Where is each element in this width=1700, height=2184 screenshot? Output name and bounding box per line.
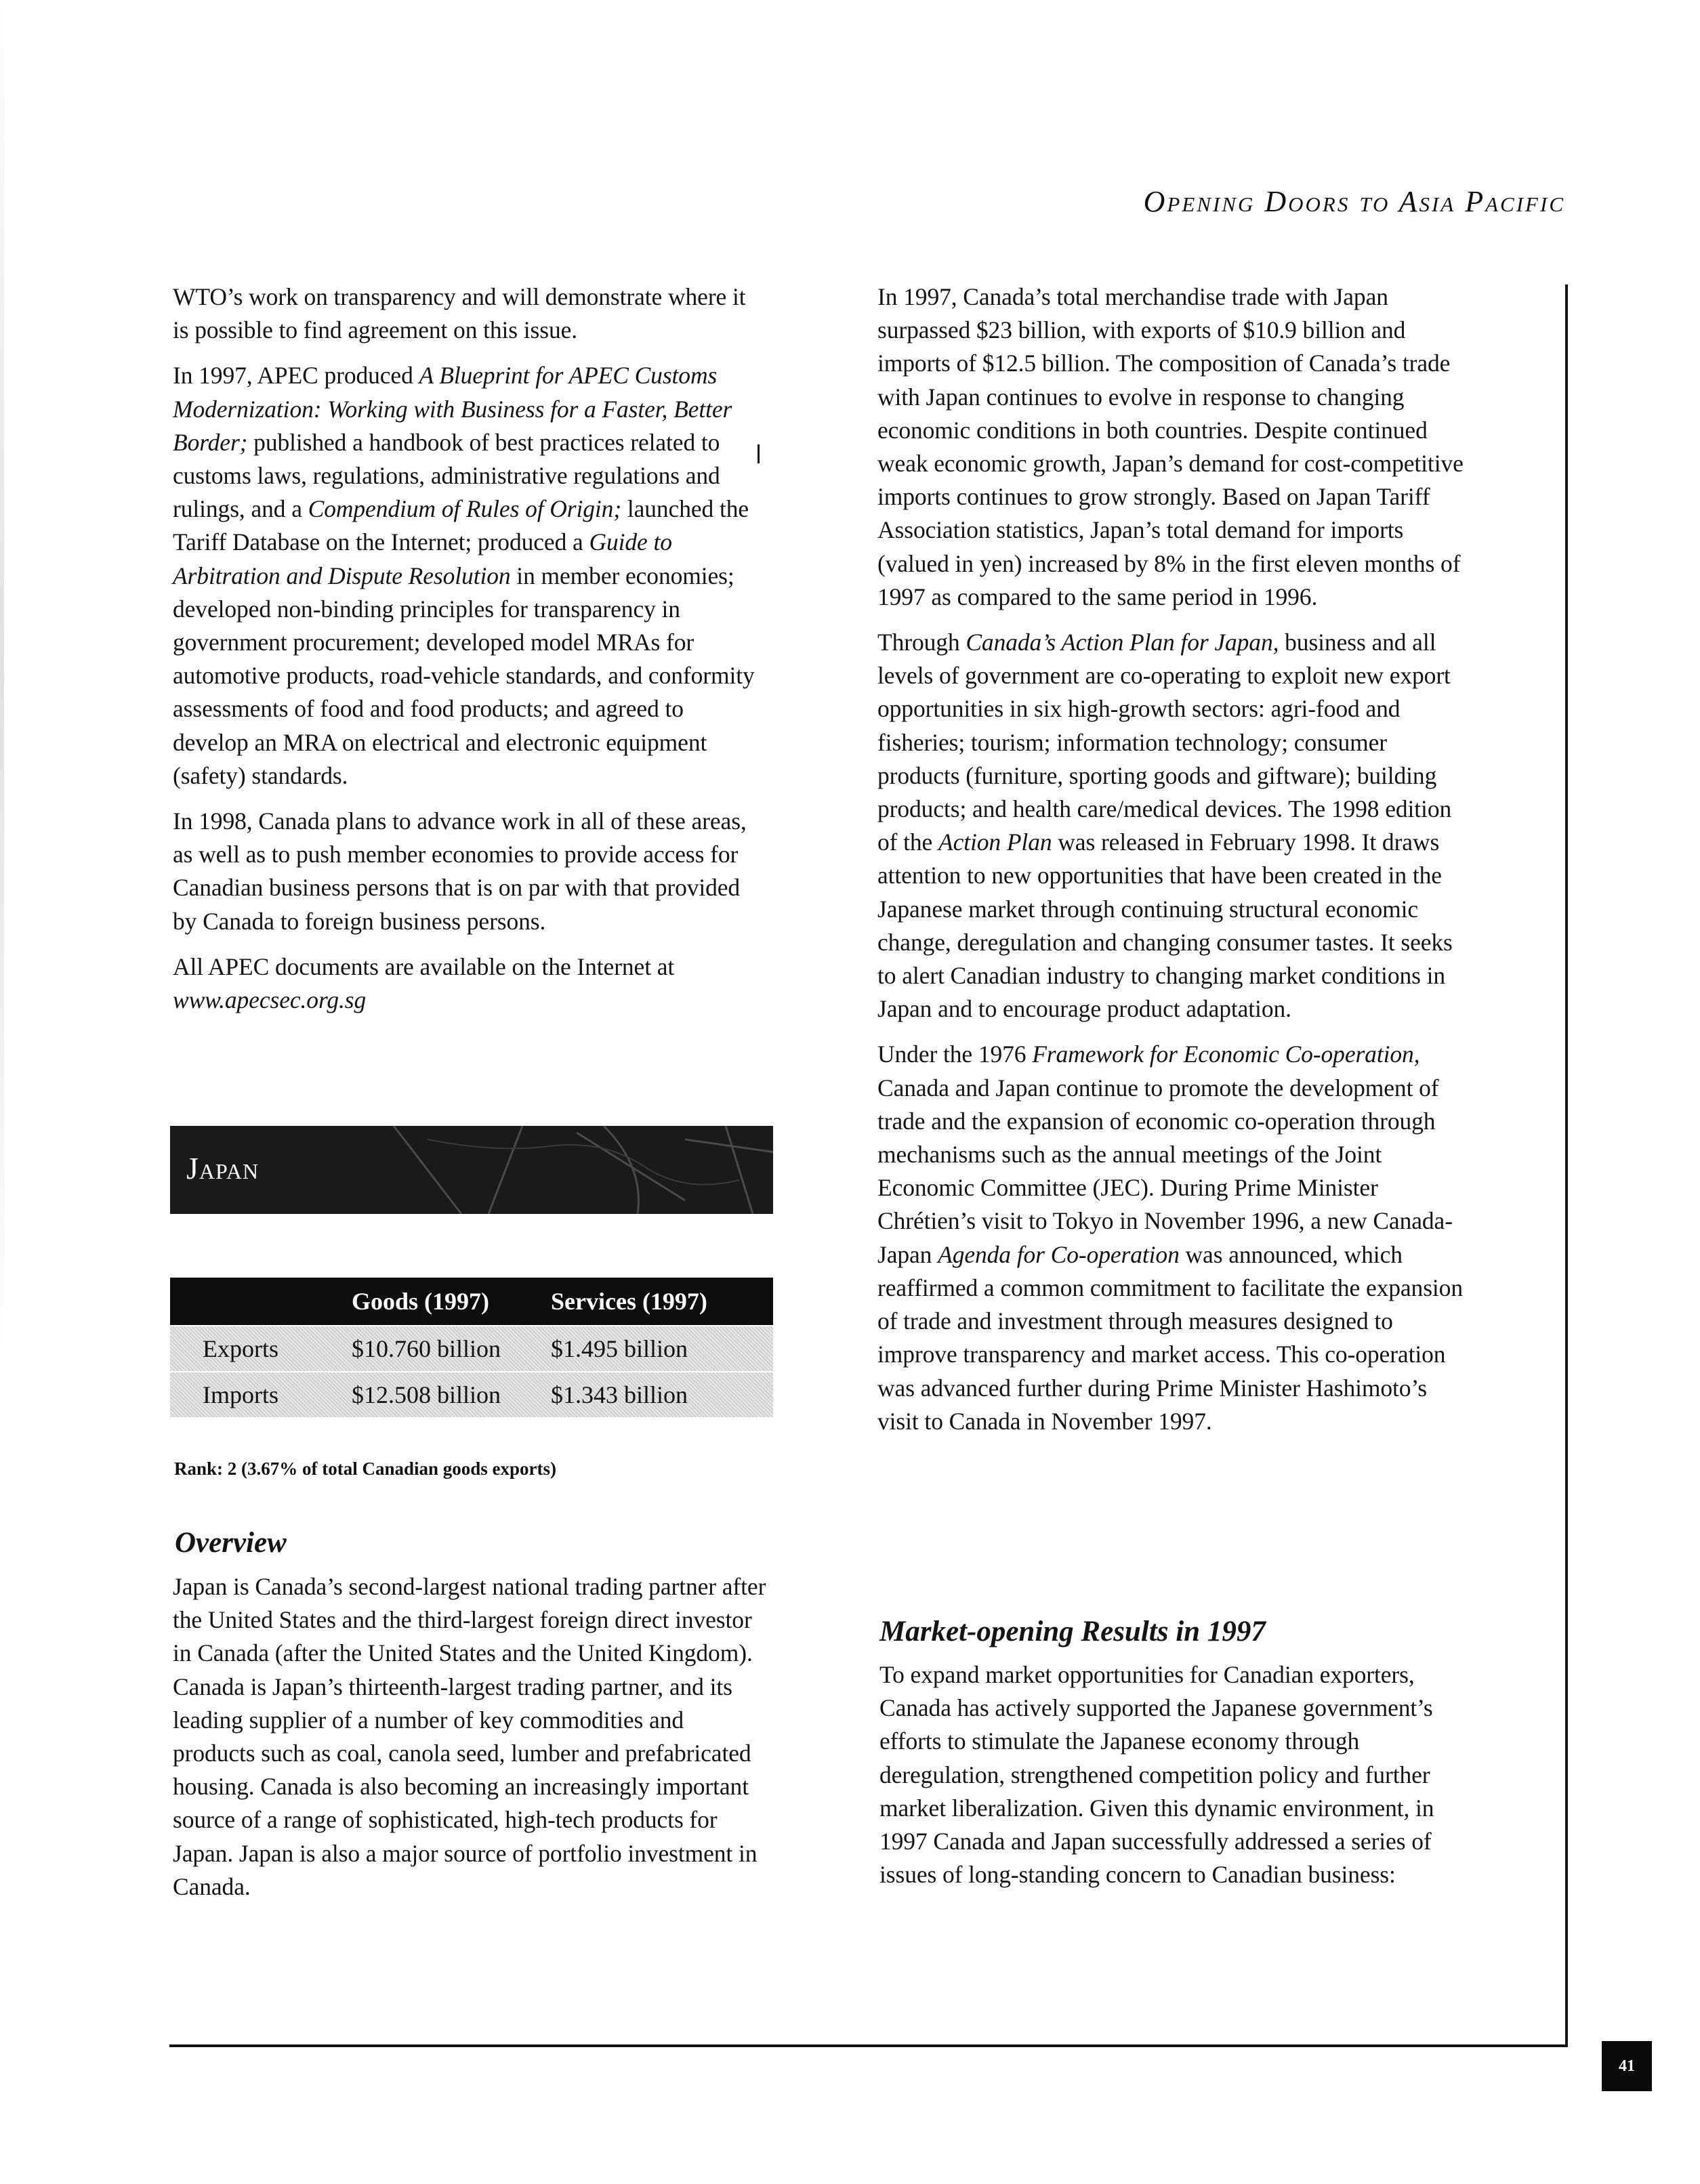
running-header: Opening Doors to Asia Pacific bbox=[1143, 185, 1565, 218]
cell-goods: $10.760 billion bbox=[352, 1335, 501, 1362]
column-header-goods: Goods (1997) bbox=[352, 1288, 490, 1315]
table-row bbox=[170, 1325, 773, 1371]
row-label: Imports bbox=[203, 1381, 278, 1408]
paragraph-framework: Under the 1976 Framework for Economic Co-operation, Canada and Japan continue to promote the development of trade and the expansion of economic co-operation through mechanisms such as the annual meetings of the Joint Economic Committee (JEC). During Prime Minister Chrétien’s visit to Tokyo in November 1996, a new Canada-Japan Agenda for Co-operation was announced, which reaffirmed a common commitment to facilitate the expansion of trade and investment through measures designed to improve transparency and market access. This co-operation was advanced further during Prime Minister Hashimoto’s visit to Canada in November 1997. bbox=[877, 1041, 1463, 1435]
overview-section bbox=[173, 1570, 769, 1904]
table-row bbox=[170, 1371, 773, 1417]
rank-note: Rank: 2 (3.67% of total Canadian goods exports) bbox=[174, 1458, 557, 1479]
left-column-top bbox=[173, 280, 762, 1029]
column-header-services: Services (1997) bbox=[551, 1288, 707, 1315]
apec-url-link[interactable]: www.apecsec.org.sg bbox=[173, 986, 367, 1014]
margin-mark bbox=[758, 444, 760, 463]
overview-paragraph: Japan is Canada’s second-largest national trading partner after the United States and the third-largest foreign direct investor in Canada (after the United States and the United Kingdom). Canada is Japan’s thirteenth-largest trading partner, and its leading supplier of a number of key commodities and products such as coal, canola seed, lumber and prefabricated housing. Canada is also becoming an increasingly important source of a range of sophisticated, high-tech products for Japan. Japan is also a major source of portfolio investment in Canada. bbox=[173, 1573, 766, 1900]
page-number: 41 bbox=[1602, 2041, 1652, 2091]
paragraph-apec-docs: All APEC documents are available on the Internet at www.apecsec.org.sg bbox=[173, 952, 675, 1014]
banner-title: Japan bbox=[186, 1151, 260, 1185]
cell-services: $1.495 billion bbox=[551, 1335, 688, 1362]
overview-heading: Overview bbox=[175, 1527, 287, 1559]
paragraph: In 1998, Canada plans to advance work in all of these areas, as well as to push member economies to provide access for Canadian business persons that is on par with that provided by Canada to foreign business persons. bbox=[173, 807, 747, 935]
japan-banner bbox=[170, 1126, 773, 1214]
paragraph: WTO’s work on transparency and will demonstrate where it is possible to find agreement on this issue. bbox=[173, 283, 746, 344]
table-header-row bbox=[170, 1278, 773, 1325]
row-label: Exports bbox=[203, 1335, 278, 1362]
bottom-rule bbox=[169, 2044, 1568, 2047]
trade-table bbox=[170, 1278, 773, 1417]
cell-services: $1.343 billion bbox=[551, 1381, 688, 1408]
market-opening-heading: Market-opening Results in 1997 bbox=[879, 1616, 1266, 1647]
paragraph-action-plan: Through Canada’s Action Plan for Japan, business and all levels of government are co-operating to exploit new export opportunities in six high-growth sectors: agri-food and fisheries; tourism; information technology; consumer products (furniture, sporting goods and giftware); building products; and health care/medical devices. The 1998 edition of the Action Plan was released in February 1998. It draws attention to new opportunities that have been created in the Japanese market through continuing structural economic change, deregulation and changing consumer tastes. It seeks to alert Canadian industry to changing market conditions in Japan and to encourage product adaptation. bbox=[877, 629, 1453, 1023]
right-column bbox=[877, 280, 1474, 1450]
market-paragraph: To expand market opportunities for Canadian exporters, Canada has actively supported the Japanese government’s efforts to stimulate the Japanese economy through deregulation, strengthened competition policy and further market liberalization. Given this dynamic environment, in 1997 Canada and Japan successfully addressed a series of issues of long-standing concern to Canadian business: bbox=[879, 1661, 1434, 1889]
paragraph-trade-1997: In 1997, Canada’s total merchandise trade with Japan surpassed $23 billion, with exports of $10.9 billion and imports of $12.5 billion. The composition of Canada’s trade with Japan continues to evolve in response to changing economic conditions in both countries. Despite continued weak economic growth, Japan’s demand for cost-competitive imports continues to grow strongly. Based on Japan Tariff Association statistics, Japan’s total demand for imports (valued in yen) increased by 8% in the first eleven months of 1997 as compared to the same period in 1996. bbox=[877, 283, 1464, 610]
paragraph-apec-1997: In 1997, APEC produced A Blueprint for APEC Customs Modernization: Working with Business for a Faster, Better Border; published a handbook of best practices related to customs laws, regulations, administrative regulations and rulings, and a Compendium of Rules of Origin; launched the Tariff Database on the Internet; produced a Guide to Arbitration and Dispute Resolution in member economies; developed non-binding principles for transparency in government procurement; developed model MRAs for automotive products, road-vehicle standards, and conformity assessments of food and food products; and agreed to develop an MRA on electrical and electronic equipment (safety) standards. bbox=[173, 362, 755, 789]
market-opening-section bbox=[879, 1658, 1469, 1891]
banner-map-texture bbox=[170, 1126, 773, 1214]
right-rule bbox=[1565, 285, 1568, 2046]
scan-edge bbox=[0, 0, 4, 1355]
cell-goods: $12.508 billion bbox=[352, 1381, 501, 1408]
